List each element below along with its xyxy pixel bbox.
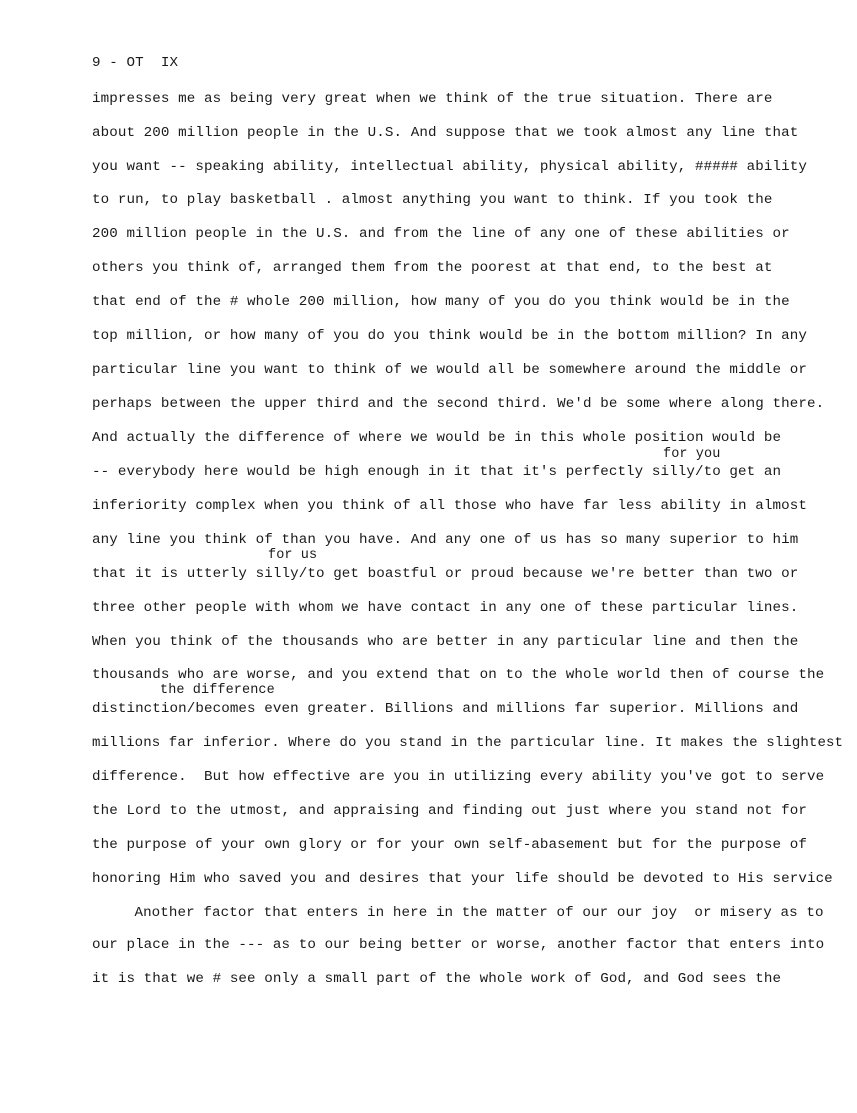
text-line-9: particular line you want to think of we would all be somewhere around the middle or: [92, 362, 807, 378]
text-line-5: 200 million people in the U.S. and from the line of any one of these abilities or: [92, 226, 790, 242]
text-line-23: the purpose of your own glory or for your own self-abasement but for the purpose of: [92, 837, 807, 853]
text-line-16: three other people with whom we have contact in any one of these particular lines.: [92, 600, 799, 616]
text-line-21: difference. But how effective are you in utilizing every ability you've got to serve: [92, 769, 825, 785]
text-line-3: you want -- speaking ability, intellectual ability, physical ability, ##### ability: [92, 159, 807, 175]
text-line-11: And actually the difference of where we would be in this whole position would be: [92, 430, 782, 446]
text-line-12: -- everybody here would be high enough in it that it's perfectly silly/to get an: [92, 464, 782, 480]
text-line-26: our place in the --- as to our being better or worse, another factor that enters into: [92, 937, 825, 953]
text-line-1: impresses me as being very great when we think of the true situation. There are: [92, 91, 773, 107]
insertion-for-you: for you: [663, 447, 721, 462]
text-line-18: thousands who are worse, and you extend that on to the whole world then of course the: [92, 667, 825, 683]
text-line-15: that it is utterly silly/to get boastful or proud because we're better than two or: [92, 566, 799, 582]
insertion-the-difference: the difference: [160, 683, 275, 698]
text-line-20: millions far inferior. Where do you stand in the particular line. It makes the slightest: [92, 735, 844, 751]
text-line-19: distinction/becomes even greater. Billions and millions far superior. Millions and: [92, 701, 799, 717]
page-header: 9 - OT IX: [92, 55, 179, 71]
text-line-6: others you think of, arranged them from the poorest at that end, to the best at: [92, 260, 773, 276]
text-line-13: inferiority complex when you think of all those who have far less ability in almost: [92, 498, 807, 514]
text-line-27: it is that we # see only a small part of the whole work of God, and God sees the: [92, 971, 782, 987]
text-line-22: the Lord to the utmost, and appraising and finding out just where you stand not for: [92, 803, 807, 819]
text-line-24: honoring Him who saved you and desires that your life should be devoted to His service: [92, 871, 833, 887]
text-line-2: about 200 million people in the U.S. And suppose that we took almost any line that: [92, 125, 799, 141]
text-line-4: to run, to play basketball . almost anything you want to think. If you took the: [92, 192, 773, 208]
text-line-14: any line you think of than you have. And any one of us has so many superior to him: [92, 532, 799, 548]
text-line-10: perhaps between the upper third and the second third. We'd be some where along there.: [92, 396, 825, 412]
text-line-8: top million, or how many of you do you think would be in the bottom million? In any: [92, 328, 807, 344]
text-line-25: Another factor that enters in here in the matter of our our joy or misery as to: [100, 905, 824, 921]
text-line-7: that end of the # whole 200 million, how many of you do you think would be in the: [92, 294, 790, 310]
insertion-for-us: for us: [268, 548, 318, 563]
text-line-17: When you think of the thousands who are better in any particular line and then the: [92, 634, 799, 650]
